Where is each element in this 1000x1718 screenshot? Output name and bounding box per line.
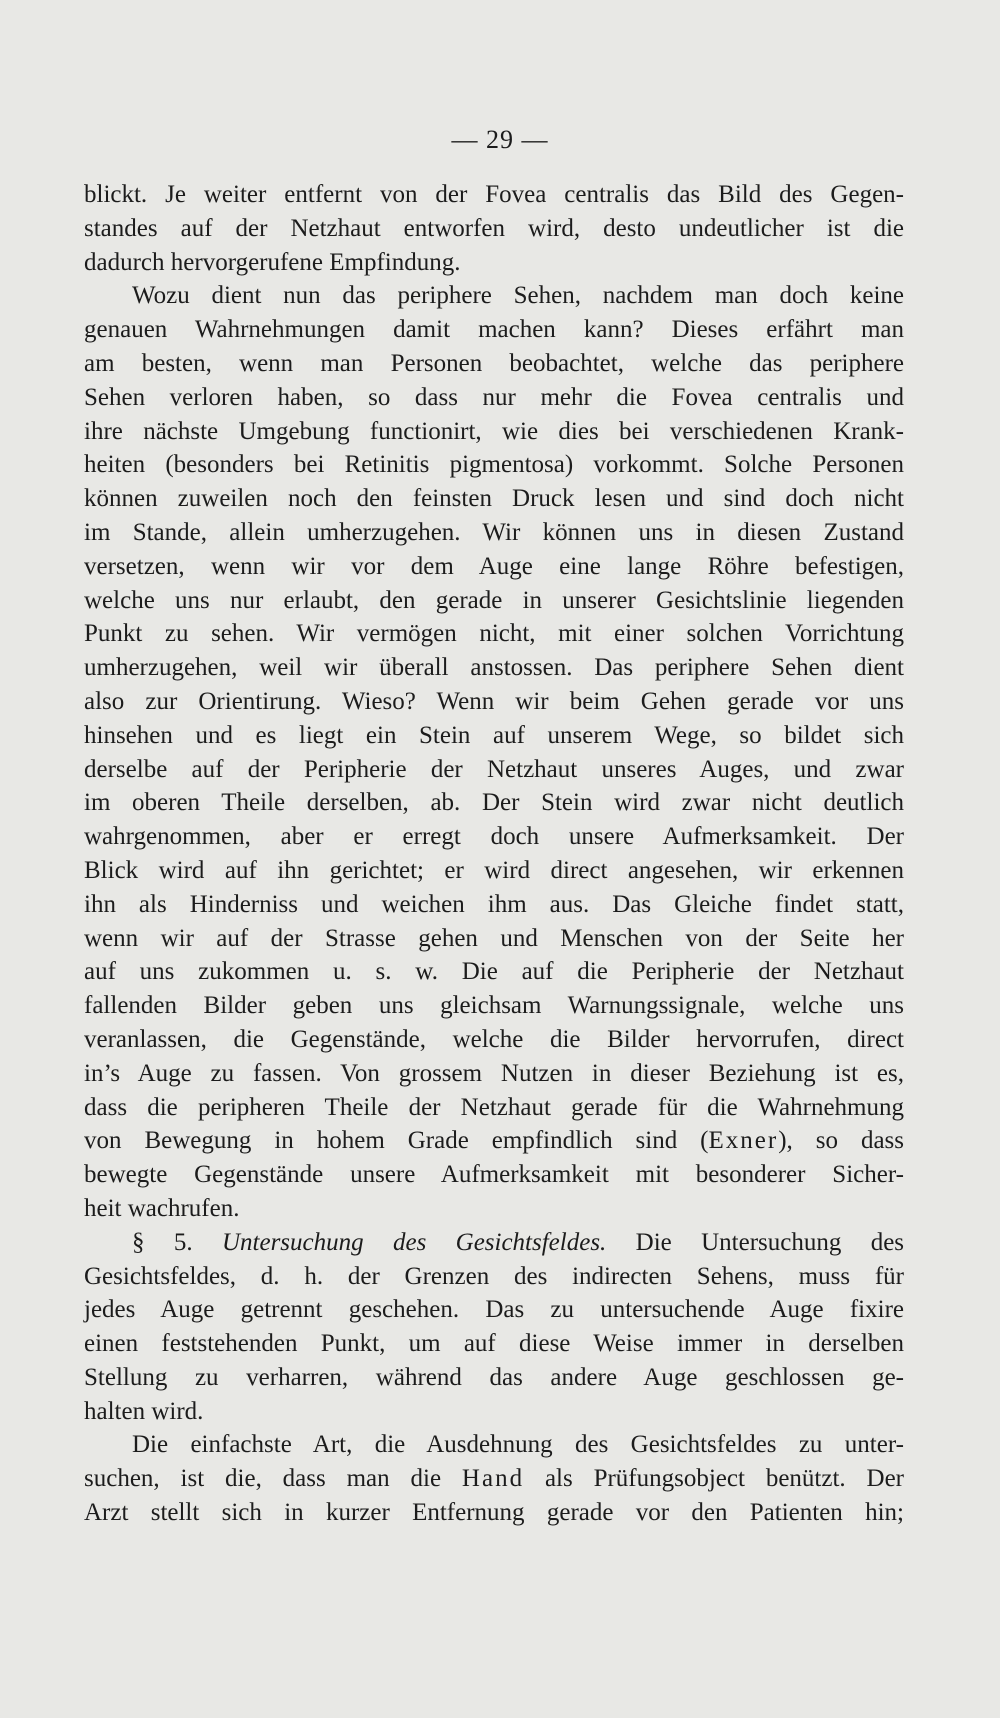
text-line: heiten (besonders bei Retinitis pigmentosa) vorkommt. Solche Personen: [84, 451, 904, 479]
text-line: derselbe auf der Peripherie der Netzhaut unseres Auges, und zwar: [84, 755, 904, 783]
text-line: jedes Auge getrennt geschehen. Das zu untersuchende Auge fixire: [84, 1296, 904, 1324]
text-line: Arzt stellt sich in kurzer Entfernung gerade vor den Patienten hin;: [84, 1499, 904, 1527]
text-line: dass die peripheren Theile der Netzhaut gerade für die Wahrnehmung: [84, 1093, 904, 1121]
text-line-exner: [84, 1124, 904, 1158]
text-line: umherzugehen, weil wir überall anstossen. Das periphere Sehen dient: [84, 654, 904, 682]
page-number: — 29 —: [451, 125, 549, 154]
text-line: am besten, wenn man Personen beobachtet, welche das periphere: [84, 349, 904, 377]
text-line: Punkt zu sehen. Wir vermögen nicht, mit einer solchen Vorrichtung: [84, 620, 904, 648]
text-line: hinsehen und es liegt ein Stein auf unserem Wege, so bildet sich: [84, 721, 904, 749]
section-heading-line: [84, 1226, 904, 1260]
text-line: wenn wir auf der Strasse gehen und Menschen von der Seite her: [84, 924, 904, 952]
text-line: Die einfachste Art, die Ausdehnung des Gesichtsfeldes zu unter-: [132, 1431, 904, 1459]
text-segment: Die Untersuchung des: [635, 1228, 905, 1256]
text-line: standes auf der Netzhaut entworfen wird, desto undeutlicher ist die: [84, 214, 904, 242]
text-line: dadurch hervorgerufene Empfindung.: [84, 248, 461, 276]
text-segment: von Bewegung in hohem Grade empfindlich sind (: [84, 1127, 709, 1155]
text-line: genauen Wahrnehmungen damit machen kann? Dieses erfährt man: [84, 316, 904, 344]
text-line: können zuweilen noch den feinsten Druck lesen und sind doch nicht: [84, 485, 904, 513]
text-line: im Stande, allein umherzugehen. Wir können uns in diesen Zustand: [84, 518, 904, 546]
text-line: bewegte Gegenstände unsere Aufmerksamkeit mit besonderer Sicher-: [84, 1161, 904, 1189]
author-name-exner: Exner: [708, 1127, 779, 1155]
text-line: Sehen verloren haben, so dass nur mehr die Fovea centralis und: [84, 383, 904, 411]
text-line: einen feststehenden Punkt, um auf diese Weise immer in derselben: [84, 1330, 904, 1358]
text-segment: als Prüfungsobject benützt. Der: [524, 1465, 904, 1493]
text-line: auf uns zukommen u. s. w. Die auf die Peripherie der Netzhaut: [84, 958, 904, 986]
emphasized-word-hand: Hand: [461, 1465, 525, 1493]
text-line: versetzen, wenn wir vor dem Auge eine lange Röhre befestigen,: [84, 552, 904, 580]
text-line: veranlassen, die Gegenstände, welche die Bilder hervorrufen, direct: [84, 1025, 904, 1053]
text-line-hand: [84, 1462, 904, 1496]
text-segment: ), so dass: [778, 1127, 904, 1155]
text-line: in’s Auge zu fassen. Von grossem Nutzen in dieser Beziehung ist es,: [84, 1059, 904, 1087]
body-text: [84, 178, 904, 1530]
text-line: heit wachrufen.: [84, 1194, 240, 1222]
text-line: halten wird.: [84, 1397, 204, 1425]
text-line: also zur Orientirung. Wieso? Wenn wir beim Gehen gerade vor uns: [84, 687, 904, 715]
text-line: Gesichtsfeldes, d. h. der Grenzen des indirecten Sehens, muss für: [84, 1262, 904, 1290]
text-line: Stellung zu verharren, während das andere Auge geschlossen ge-: [84, 1363, 904, 1391]
section-mark: § 5.: [132, 1228, 193, 1256]
text-segment: suchen, ist die, dass man die: [84, 1465, 462, 1493]
section-title: Untersuchung des Gesichtsfeldes.: [221, 1228, 607, 1256]
text-line: ihre nächste Umgebung functionirt, wie dies bei verschiedenen Krank-: [84, 417, 904, 445]
text-line: Blick wird auf ihn gerichtet; er wird direct angesehen, wir erkennen: [84, 856, 904, 884]
text-line: blickt. Je weiter entfernt von der Fovea centralis das Bild des Gegen-: [84, 181, 904, 208]
text-line: ihn als Hinderniss und weichen ihm aus. Das Gleiche findet statt,: [84, 890, 904, 918]
text-line: Wozu dient nun das periphere Sehen, nachdem man doch keine: [132, 282, 904, 310]
text-line: fallenden Bilder geben uns gleichsam Warnungssignale, welche uns: [84, 992, 904, 1020]
text-line: im oberen Theile derselben, ab. Der Stein wird zwar nicht deutlich: [84, 789, 904, 817]
text-line: wahrgenommen, aber er erregt doch unsere Aufmerksamkeit. Der: [84, 823, 904, 851]
text-line: welche uns nur erlaubt, den gerade in unserer Gesichtslinie liegenden: [84, 586, 904, 614]
